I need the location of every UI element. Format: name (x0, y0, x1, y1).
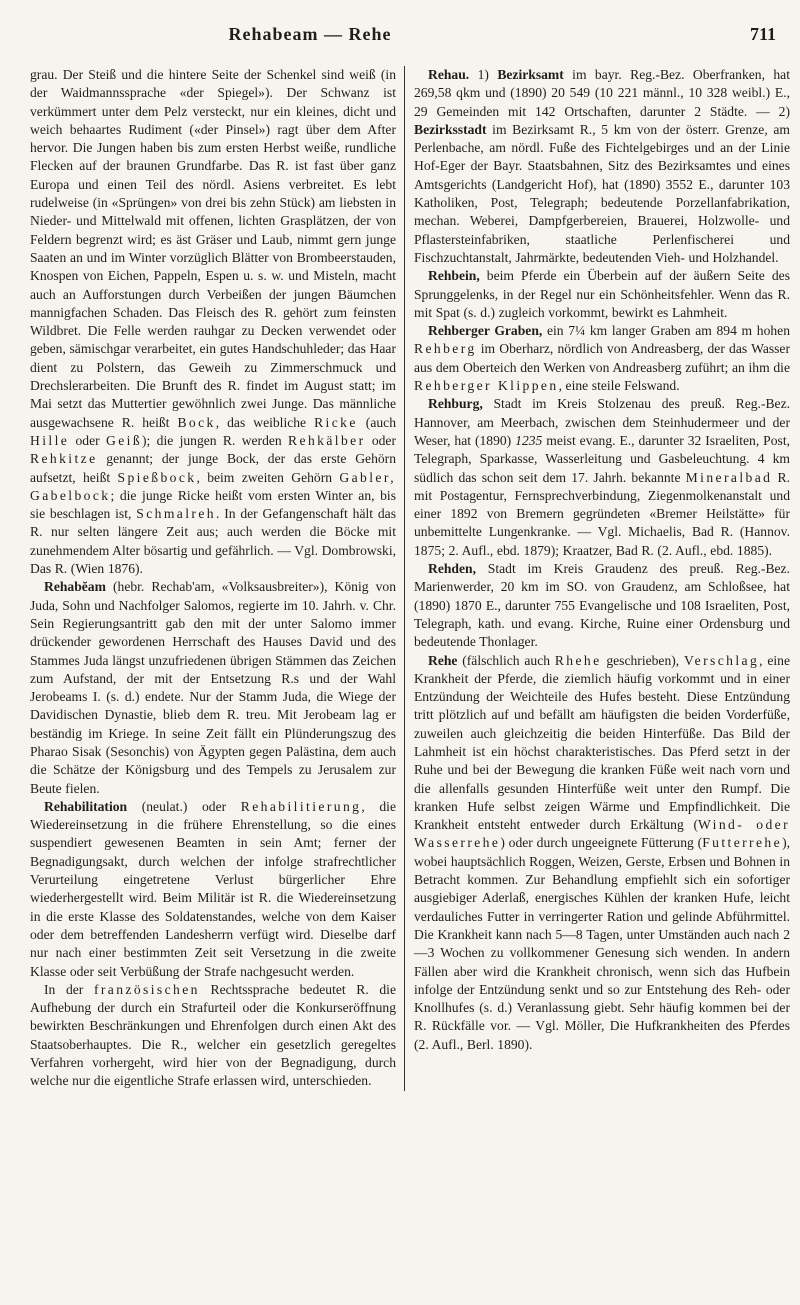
entry-keyword: Bock (177, 414, 216, 430)
entry-rehabilitation-french (30, 981, 396, 1091)
entry-term: Rehbein, (428, 268, 480, 284)
text-columns (30, 66, 790, 1091)
entry-keyword: Hille (30, 432, 70, 448)
entry-text: ); die jungen R. werden (142, 432, 289, 448)
page-number: 711 (749, 24, 776, 44)
entry-rehburg (414, 395, 790, 560)
entry-text: im Oberharz, nördlich von Andreasberg, der das Wasser aus dem Oberteich den Werken von Andreasberg zuführt; an ihm die (414, 341, 790, 375)
entry-keyword: französischen (93, 981, 200, 997)
entry-rehe (414, 652, 790, 1055)
entry-text: , die Wiedereinsetzung in die frühere Ehrenstellung, so die eines suspendiert gewesenen Beamten in sein Amt; ferner der Begnadigungsakt, durch welchen der infolge strafrechtlicher Verurteilung eingetretene Verlust bürgerlicher Ehre wiederhergestellt wird. Beim Militär ist R. die Wiedereinsetzung in die erste Klasse des Soldatenstandes, welche von dem Kaiser oder dem betreffenden Landesherrn verfügt wird. Dieselbe darf nur nach einer bestimmten Zeit seit Versetzung in die zweite Klasse oder seit Verbüßung der Strafe nachgesucht werden. (30, 798, 396, 979)
entry-keyword: Rehkälber (288, 432, 366, 448)
entry-keyword: Mineralbad (685, 469, 773, 485)
entry-text: In der (44, 981, 94, 997)
column-left (30, 66, 404, 1091)
entry-keyword: Rehberger Klippen (414, 378, 559, 394)
entry-text: ), wobei hauptsächlich Roggen, Weizen, Gerste, Erbsen und Bohnen in Betracht kommen. Zur Behandlung empfiehlt sich ein sofortiger ausgiebiger Aderlaß, energisches Kühlen der kranken Hufe, leicht verdauliches Futter in verringerter Ration und gelinde Abführmittel. Die Krankheit kann nach 5—8 Tagen, unter Umständen auch nach 2—3 Wochen zu vollkommener Genesung sich wenden. In andern Fällen aber wird die Krankheit chronisch, wenn sich das Hufbein infolge der Entzündung senkt und so zur Entstehung des Reh- oder Knollhufes (s. d.) Veranlassung giebt. Sehr häufig kommen bei der R. Rückfälle vor. — Vgl. Möller, Die Hufkrankheiten des Pferdes (2. Aufl., Berl. 1890). (414, 835, 790, 1052)
entry-term: Rehden, (428, 561, 476, 577)
entry-rehberger-graben (414, 322, 790, 395)
entry-text: ) oder durch ungeeignete Fütterung ( (500, 835, 703, 851)
entry-text: (hebr. Rechab'am, «Volksausbreiter»), König von Juda, Sohn und Nachfolger Salomos, regierte im 10. Jahrh. v. Chr. Sein Regierungsantritt gab den mit der unter Salomo immer drückender gewordenen Herrschaft des Hauses David und des Stammes Juda längst unzufriedenen übrigen Stämmen das Zeichen zum Aufstand, der mit der Entsetzung R.s und der Wahl Jerobeams I. (s. d.) endete. Nur der Stamm Juda, die Wiege der Davidischen Dynastie, blieb dem R. treu. Mit Jerobeam lag er beständig im Kriege. In seine Zeit fällt ein Plünderungszug des Pharao Sisak (Sesonchis) von Ägypten gegen Palästina, dem auch die Schätze der Königsburg und des Tempels zu Jerusalem zur Beute fielen. (30, 579, 396, 796)
entry-text: ein 7¼ km langer Graben am 894 m hohen (542, 323, 790, 339)
entry-text: ; die junge Ricke heißt vom ersten Winter an, bis sie beschlagen ist, (30, 487, 396, 522)
entry-rehau (414, 66, 790, 267)
entry-text: , beim zweiten Gehörn (196, 469, 340, 485)
entry-term: Rehabĕam (44, 579, 106, 595)
entry-term: Rehberger Graben, (428, 323, 543, 339)
column-right (404, 66, 790, 1091)
entry-text: im bayr. Reg.-Bez. Oberfranken, hat 269,58 qkm und (1890) 20 549 (10 221 männl., 10 328 weibl.) E., 29 Gemeinden mit 142 Ortschaften, darunter 2 Städte. — 2) (414, 67, 790, 119)
entry-term: Rehau. (428, 67, 470, 82)
entry-keyword: Rehabilitierung (240, 798, 362, 814)
entry-text: Stadt im Kreis Stolzenau des preuß. Reg.-Bez. Hannover, am Meerbach, zwischen dem Steinhudermeer und der Weser, hat (1890) (414, 396, 790, 448)
entry-text: beim Pferde ein Überbein auf der äußern Seite des Sprunggelenks, in der Regel nur ein Schönheitsfehler. Wenn das R. mit Spat (s. d.) zugleich vorkommt, bewirkt es Lahmheit. (414, 268, 790, 320)
entry-text: genannt; der junge Bock, der das erste Gehörn aufsetzt, heißt (30, 451, 396, 485)
entry-text: oder (69, 432, 106, 448)
entry-text: 1235 (515, 432, 543, 448)
entry-keyword: Rehkitze (30, 451, 98, 467)
entry-text: im Bezirksamt R., 5 km von der österr. Grenze, am Perlenbache, am nördl. Fuße des Fichtelgebirges und an der Linie Hof-Eger der Bayr. Staatsbahnen, Sitz des Bezirksamtes und eines Amtsgerichts (Landgericht Hof), hat (1890) 3552 E., darunter 103 Katholiken, Post, Telegraph; bedeutende Porzellanfabrikation, mechan. Weberei, Dampfgerbereien, Brauerei, Holzwolle- und Pflastersteinfabriken, staatliche Perlenfischerei und Fischzuchtanstalt, Jahrmärkte, bedeutenden Vieh- und Holzhandel. (414, 121, 790, 265)
entry-term: Rehburg, (428, 396, 483, 412)
entry-keyword: Futterrehe (702, 835, 783, 851)
entry-keyword: Verschlag (683, 652, 760, 668)
entry-reh-continuation (30, 66, 396, 578)
entry-text: , das weibliche (215, 414, 315, 430)
entry-keyword: Rhehe (554, 652, 602, 668)
entry-text: (auch (357, 414, 396, 430)
entry-keyword: Spießbock (117, 469, 197, 485)
entry-term: Rehe (428, 652, 458, 668)
entry-text: 1) (469, 67, 498, 82)
entry-text: (neulat.) oder (127, 798, 241, 814)
entry-rehden (414, 560, 790, 651)
running-head (30, 24, 790, 54)
page-title: Rehabeam — Rehe (228, 24, 392, 44)
entry-text: R. mit Postagentur, Fernsprechverbindung, Ziegenmolkenanstalt und einer 1892 von Bremern gegründeten «Bremer Heilstätte» für unbemittelte Lungenkranke. — Vgl. Michaelis, Bad R. (Hannov. 1875; 2. Aufl., ebd. 1879); Kraatzer, Bad R. (2. Aufl., ebd. 1885). (414, 469, 790, 558)
entry-term: Bezirksstadt (414, 121, 487, 137)
entry-keyword: Wind- oder Wasserrehe (414, 817, 791, 851)
entry-keyword: Geiß (106, 432, 143, 448)
entry-text: Rechtssprache bedeutet R. die Aufhebung der durch ein Strafurteil oder die Konkurseröffnung bewirkten Beschränkungen und Ehrenfolgen durch einen Akt des Staatsoberhauptes. Die R., welcher ein gesetzlich geregeltes Verfahren vorhergeht, wird hier von der Begnadigung, durch welche nur die eigentliche Strafe erlassen wird, unterschieden. (30, 981, 396, 1089)
entry-term: Rehabilitation (44, 798, 128, 814)
entry-text: grau. Der Steiß und die hintere Seite der Schenkel sind weiß (in der Waidmannssprache «der Spiegel»). Der Schwanz ist verkümmert unter dem Pelz versteckt, nur ein kleines, dicht und weich behaartes Rudiment («der Pinsel») ragt über dem After hervor. Die Jungen haben bis zum ersten Herbst weiße, rundliche Flecken auf der braunen Grundfarbe. Das R. ist fast über ganz Europa und einen Teil des nördl. Asiens verbreitet. Es lebt rudelweise (in «Sprüngen» von drei bis zehn Stück) am liebsten in Nieder- und Mittelwald mit offenen, lichten Grasplätzen, der von Feldern begrenzt wird; es äst Gräser und Laub, nimmt gern junge Saaten an und im Winter vorzüglich Blätter von Brombeerstauden, Knospen von Eichen, Pappeln, Espen u. s. w. und Misteln, macht auch an Aufforstungen durch Verbeißen der jungen Bäumchen mannigfachen Schaden. Das Fleisch des R. gehört zum feinsten Wildbret. Die Felle werden rauhgar zu Decken verwendet oder geben, sämischgar verarbeitet, ein gutes Handschuhleder; das Haar dient zu Polstern, das Geweih zu Zimmerschmuck und Drechslerarbeiten. Die Brunft des R. findet im August statt; im Mai setzt das Muttertier gewöhnlich zwei Junge. Das männliche ausgewachsene R. heißt (30, 67, 396, 430)
entry-text: meist evang. E., darunter 32 Israeliten, Post, Telegraph, Sparkasse, Wasserleitung und Gasbeleuchtung. 4 km südlich das schon seit dem 17. Jahrh. bekannte (414, 432, 790, 485)
entry-text: . In der Gefangenschaft hält das R. nur selten längere Zeit aus; auch werden die Böcke mit zunehmendem Alter bösartig und gefährlich. — Vgl. Dombrowski, Das R. (Wien 1876). (30, 506, 396, 577)
entry-keyword: Schmalreh (136, 506, 216, 522)
entry-keyword: Gabler, Gabelbock (30, 469, 396, 503)
entry-keyword: Ricke (314, 414, 358, 430)
entry-keyword: Rehberg (414, 341, 477, 357)
entry-rehabilitation (30, 798, 396, 981)
entry-text: geschrieben), (601, 652, 684, 668)
entry-rehabeam (30, 578, 396, 798)
entry-term: Bezirksamt (497, 67, 564, 82)
entry-text: (fälschlich auch (457, 652, 555, 668)
entry-text: oder (365, 432, 396, 448)
entry-text: , eine steile Felswand. (558, 378, 680, 394)
entry-text: Stadt im Kreis Graudenz des preuß. Reg.-Bez. Marienwerder, 20 km im SO. von Graudenz, am Schloßsee, hat (1890) 1870 E., darunter 755 Evangelische und 108 Israeliten, Post, Telegraph, kath. und evang. Kirche, Ruine einer Ordensburg und bedeutende Thonlager. (414, 561, 790, 650)
entry-text: , eine Krankheit der Pferde, die ziemlich häufig vorkommt und in einer Entzündung der Weichteile des Hufes besteht. Diese Entzündung tritt plötzlich auf und befällt am häufigsten die beiden Vorderfüße, zuweilen auch gleichzeitig die beiden Hinterfüße. Das Bild der Lahmheit ist ein höchst charakteristisches. Das Pferd setzt in der Ruhe und bei der Bewegung die kranken Füße weit nach vorn und die allenfalls gesunden Hinterfüße weit unter den Rumpf. Die kranken Hufe selbst zeigen Wärme und Empfindlichkeit. Die Krankheit entsteht entweder durch Erkältung ( (414, 652, 790, 833)
entry-rehbein (414, 267, 790, 322)
